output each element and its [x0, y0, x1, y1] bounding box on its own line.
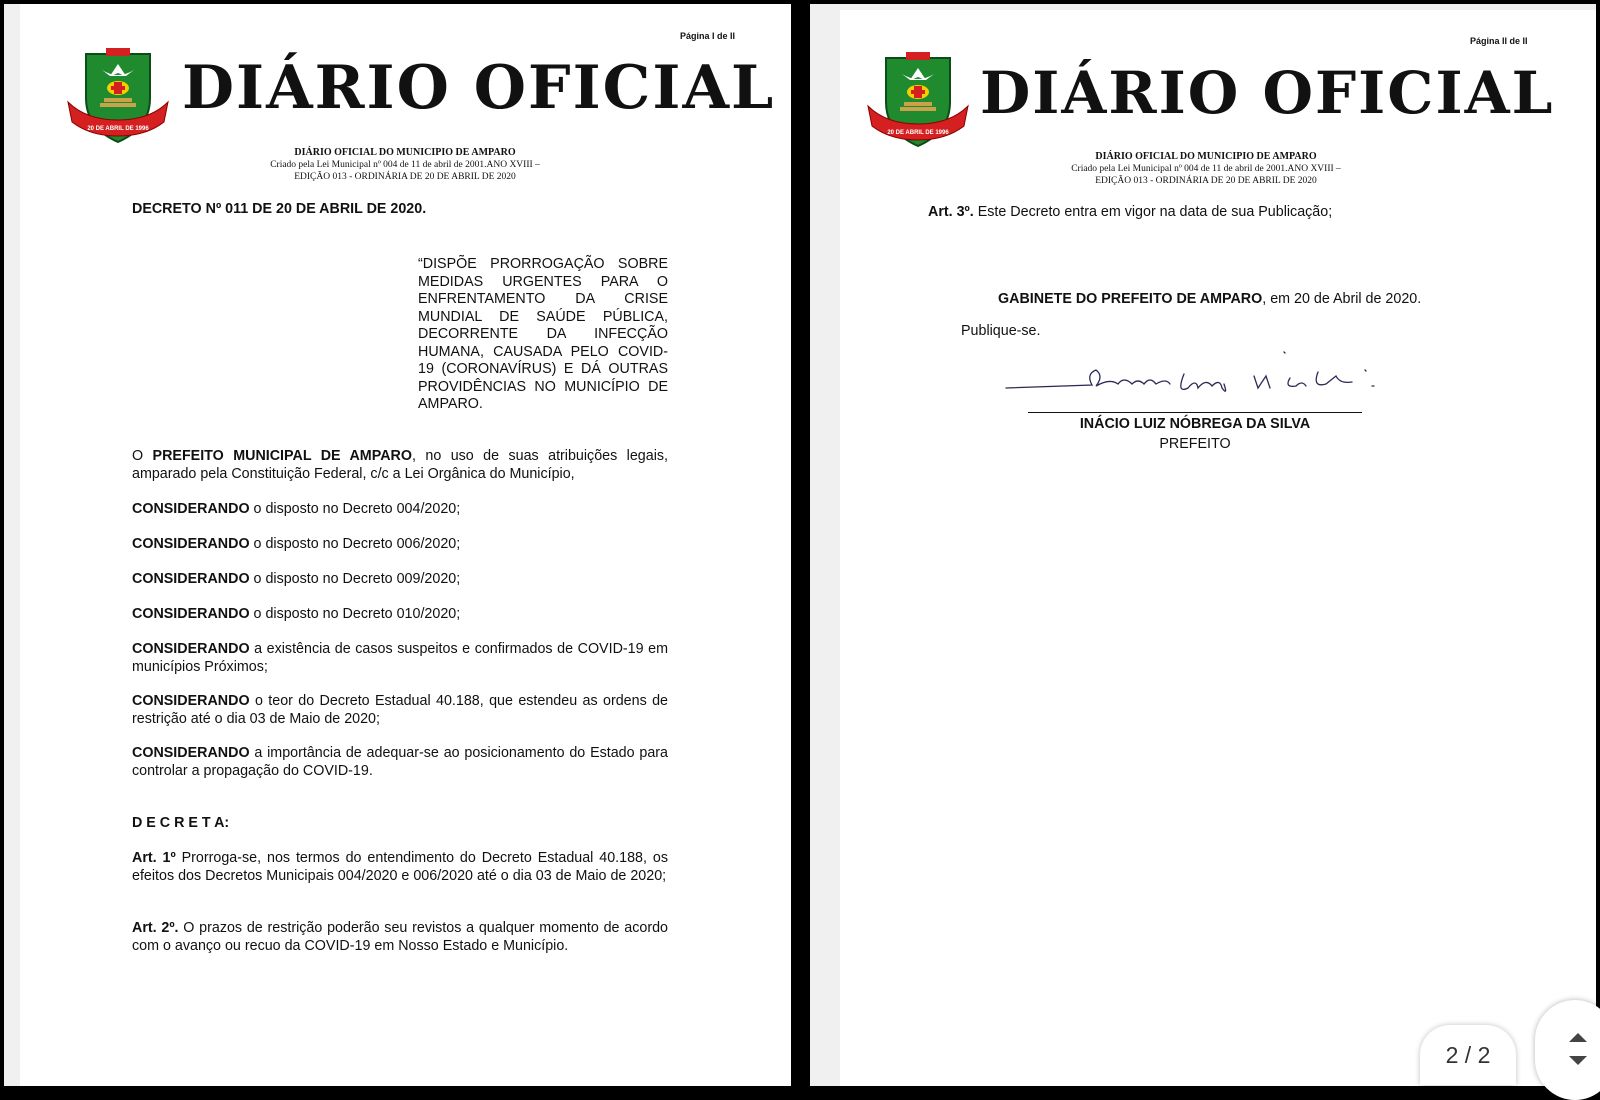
masthead-subheader — [180, 147, 630, 183]
crest-banner-text: 20 DE ABRIL DE 1996 — [87, 126, 149, 132]
scroll-control[interactable] — [1535, 1000, 1600, 1100]
page-number-label: Página II de II — [1470, 36, 1528, 46]
considerando-7: CONSIDERANDO a importância de adequar-se ao posicionamento do Estado para controlar a propagação do COVID-19. — [132, 745, 668, 779]
masthead-edition-line: EDIÇÃO 013 - ORDINÁRIA DE 20 DE ABRIL DE 2020 — [1095, 176, 1317, 186]
scroll-down-icon[interactable] — [1569, 1056, 1587, 1065]
considerando-4: CONSIDERANDO o disposto no Decreto 010/2020; — [132, 606, 461, 622]
page-indicator: 2 / 2 — [1420, 1025, 1516, 1085]
document-page-2 — [840, 10, 1596, 1086]
signer-role: PREFEITO — [1159, 436, 1231, 452]
document-page-1 — [20, 4, 791, 1086]
masthead-title: DIÁRIO OFICIAL — [980, 59, 1555, 127]
signer-name: INÁCIO LUIZ NÓBREGA DA SILVA — [1079, 416, 1311, 432]
considerando-5: CONSIDERANDO a existência de casos suspeitos e confirmados de COVID-19 em municípios Próximos; — [132, 641, 668, 675]
masthead-law-line: Criado pela Lei Municipal nº 004 de 11 de abril de 2001.ANO XVIII – — [270, 160, 540, 170]
considerando-2: CONSIDERANDO o disposto no Decreto 006/2020; — [132, 536, 461, 552]
decree-title: DECRETO Nº 011 DE 20 DE ABRIL DE 2020. — [132, 201, 427, 217]
considerando-1: CONSIDERANDO o disposto no Decreto 004/2020; — [132, 501, 461, 517]
decreta-heading: D E C R E T A: — [132, 815, 230, 831]
publique-se: Publique-se. — [961, 323, 1041, 339]
signature-icon — [1000, 348, 1420, 398]
article-1: Art. 1º Prorroga-se, nos termos do entendimento do Decreto Estadual 40.188, os efeitos dos Decretos Municipais 004/2020 e 006/2020 até o dia 03 de Maio de 2020; — [132, 850, 668, 884]
masthead-edition-line: EDIÇÃO 013 - ORDINÁRIA DE 20 DE ABRIL DE 2020 — [294, 172, 516, 182]
masthead-subtitle: DIÁRIO OFICIAL DO MUNICIPIO DE AMPARO — [294, 147, 516, 158]
decree-preamble: O PREFEITO MUNICIPAL DE AMPARO, no uso de suas atribuições legais, amparado pela Constituição Federal, c/c a Lei Orgânica do Município, — [132, 448, 669, 482]
gabinete-line: GABINETE DO PREFEITO DE AMPARO, em 20 de Abril de 2020. — [998, 291, 1422, 307]
signature-line — [1028, 412, 1362, 413]
municipal-crest-icon — [66, 46, 170, 146]
masthead-law-line: Criado pela Lei Municipal nº 004 de 11 de abril de 2001.ANO XVIII – — [1071, 164, 1341, 174]
municipal-crest-icon — [866, 50, 970, 150]
page-number-label: Página I de II — [680, 31, 736, 41]
masthead-subheader — [986, 151, 1426, 187]
article-3: Art. 3º. Este Decreto entra em vigor na data de sua Publicação; — [928, 204, 1333, 220]
crest-banner-text: 20 DE ABRIL DE 1996 — [887, 130, 949, 136]
considerando-6: CONSIDERANDO o teor do Decreto Estadual 40.188, que estendeu as ordens de restrição até o dia 03 de Maio de 2020; — [132, 693, 668, 727]
masthead-subtitle: DIÁRIO OFICIAL DO MUNICIPIO DE AMPARO — [1095, 151, 1317, 162]
left-panel — [4, 4, 791, 1086]
considerando-3: CONSIDERANDO o disposto no Decreto 009/2020; — [132, 571, 461, 587]
right-panel — [810, 4, 1596, 1086]
masthead-title: DIÁRIO OFICIAL — [182, 53, 776, 123]
scroll-up-icon[interactable] — [1569, 1033, 1587, 1042]
decree-ementa: “DISPÕE PRORROGAÇÃO SOBRE MEDIDAS URGENTES PARA O ENFRENTAMENTO DA CRISE MUNDIAL DE SAÚDE PÚBLICA, DECORRENTE DA INFECÇÃO HUMANA, CAUSADA PELO COVID-19 (CORONAVÍRUS) E DÁ OUTRAS PROVIDÊNCIAS NO MUNICÍPIO DE AMPARO. — [418, 256, 668, 412]
article-2: Art. 2º. O prazos de restrição poderão seu revistos a qualquer momento de acordo com o avanço ou recuo da COVID-19 em Nosso Estado e Município. — [132, 920, 668, 954]
